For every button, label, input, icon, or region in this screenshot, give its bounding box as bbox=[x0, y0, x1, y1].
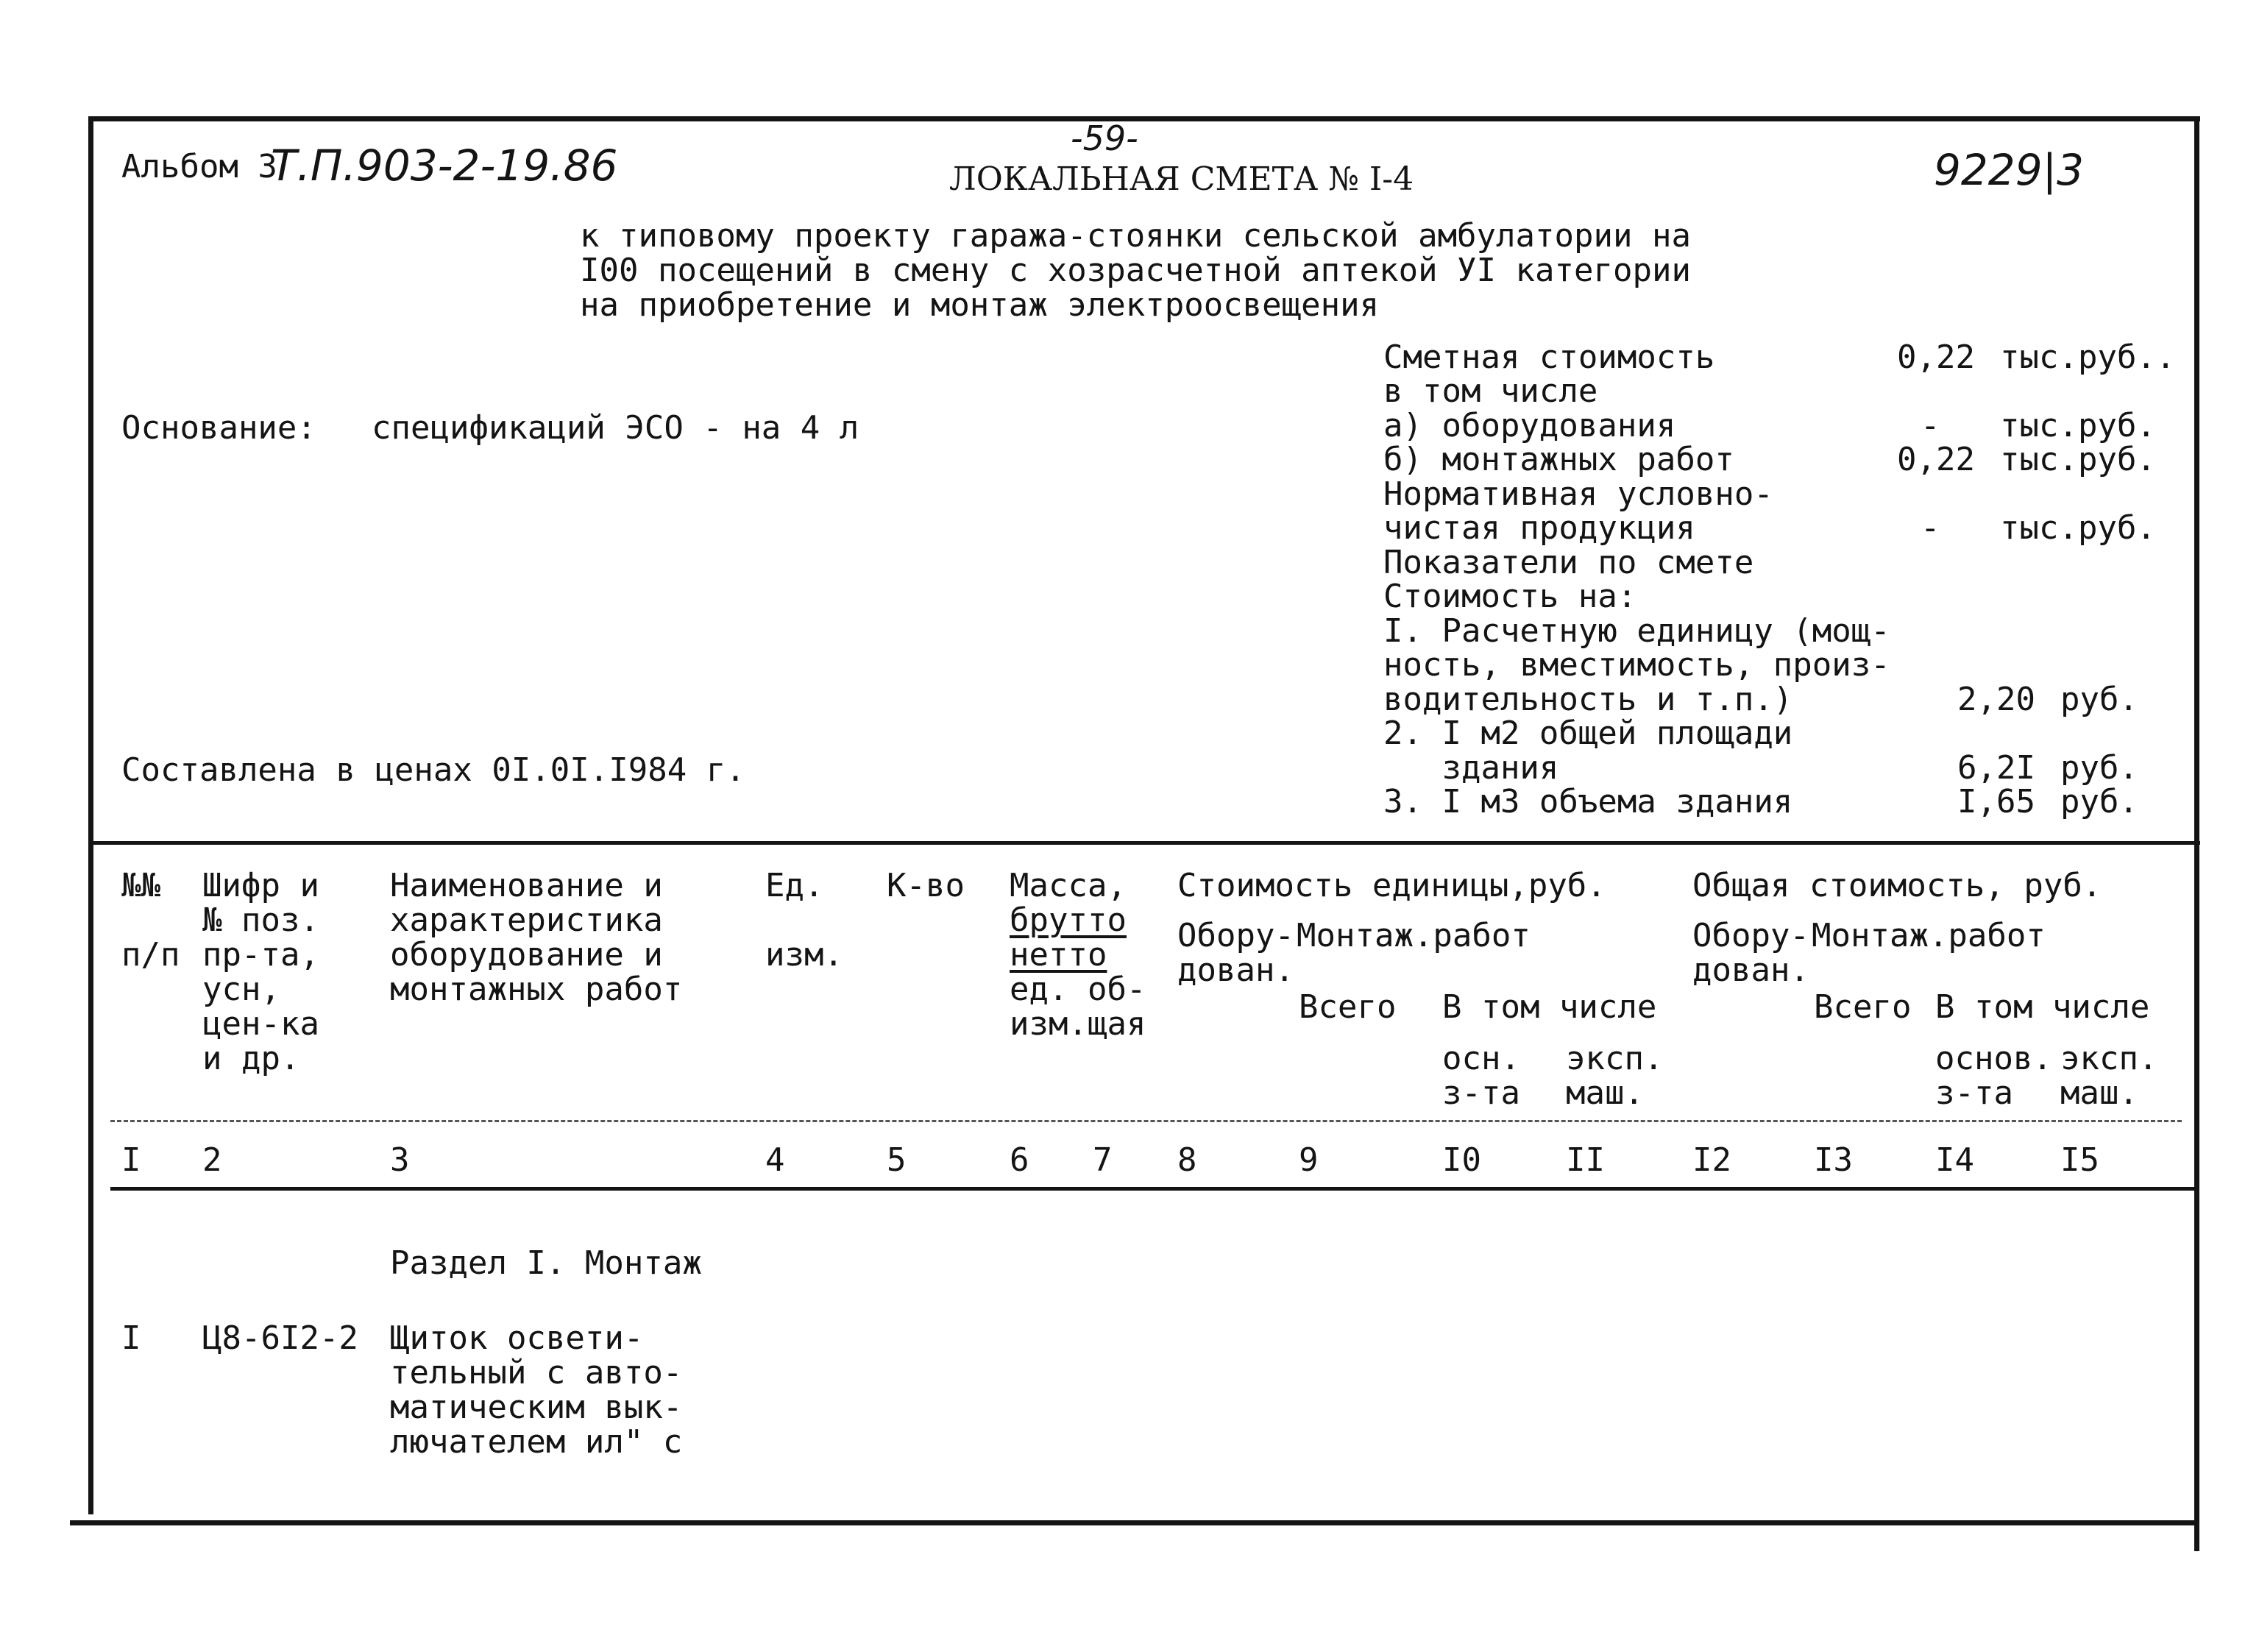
col6-header: нетто bbox=[1010, 936, 1107, 974]
col6-header: ед. об- bbox=[1010, 971, 1146, 1008]
col4-header: Ед. bbox=[765, 867, 824, 904]
summary-label: чистая продукция bbox=[1383, 509, 1695, 547]
basis-label: Основание: bbox=[121, 409, 316, 447]
summary-unit: тыс.руб.. bbox=[2000, 338, 2176, 376]
frame-top-border bbox=[88, 116, 2200, 121]
col6-header: Масса, bbox=[1010, 867, 1127, 904]
summary-label: водительность и т.п.) bbox=[1383, 681, 1793, 718]
row-number: I bbox=[121, 1319, 141, 1357]
document-number: 9229|3 bbox=[1934, 145, 2085, 195]
unit-incl-header: В том числе bbox=[1442, 988, 1657, 1026]
header-bottom-rule bbox=[110, 1120, 2182, 1122]
col2-header: пр-та, bbox=[202, 936, 319, 974]
summary-unit: руб. bbox=[2060, 749, 2138, 787]
column-number: I2 bbox=[1692, 1141, 1731, 1179]
prices-note: Составлена в ценах 0I.0I.I984 г. bbox=[121, 751, 745, 789]
unit-equip-header: дован. bbox=[1177, 951, 1294, 989]
col2-header: и др. bbox=[202, 1040, 300, 1077]
unit-osn-header: осн. bbox=[1442, 1040, 1520, 1077]
total-eksp-header: маш. bbox=[2060, 1074, 2138, 1112]
subtitle-line: I00 посещений в смену с хозрасчетной аптекой УI категории bbox=[580, 252, 1691, 289]
basis-value: спецификаций ЭСО - на 4 л bbox=[372, 409, 859, 447]
col2-header: Шифр и bbox=[202, 867, 319, 904]
total-equip-header: Обору- bbox=[1692, 917, 1809, 954]
column-number: 3 bbox=[390, 1141, 410, 1179]
column-number: I5 bbox=[2060, 1141, 2099, 1179]
total-mont-header: Монтаж.работ bbox=[1812, 917, 2046, 954]
summary-label: а) оборудования bbox=[1383, 407, 1676, 444]
col4-header: изм. bbox=[765, 936, 843, 974]
row-code: Ц8-6I2-2 bbox=[202, 1319, 358, 1357]
unit-eksp-header: эксп. bbox=[1566, 1040, 1664, 1077]
total-equip-header: дован. bbox=[1692, 951, 1809, 989]
row-name-line: Щиток освети- bbox=[390, 1319, 644, 1357]
col3-header: характеристика bbox=[390, 901, 663, 939]
summary-label: ность, вместимость, произ- bbox=[1383, 646, 1890, 684]
document-title: ЛОКАЛЬНАЯ СМЕТА № I-4 bbox=[949, 160, 1414, 198]
column-number: 5 bbox=[887, 1141, 907, 1179]
summary-unit: руб. bbox=[2060, 783, 2138, 820]
summary-value: 0,22 bbox=[1897, 338, 1975, 376]
summary-value: 6,2I bbox=[1957, 749, 2035, 787]
column-number: I0 bbox=[1442, 1141, 1481, 1179]
row-name-line: лючателем ил" с bbox=[390, 1423, 683, 1461]
summary-label: Сметная стоимость bbox=[1383, 338, 1715, 376]
subtitle-line: на приобретение и монтаж электроосвещения bbox=[580, 286, 1380, 324]
summary-label: Нормативная условно- bbox=[1383, 475, 1773, 513]
unit-total-header: Всего bbox=[1299, 988, 1397, 1026]
total-osn-header: з-та bbox=[1935, 1074, 2013, 1112]
unit-mont-header: Монтаж.работ bbox=[1297, 917, 1531, 954]
page-number: -59- bbox=[1071, 118, 1138, 158]
summary-label: в том числе bbox=[1383, 372, 1598, 410]
column-number: II bbox=[1566, 1141, 1605, 1179]
col3-header: оборудование и bbox=[390, 936, 663, 974]
total-incl-header: В том числе bbox=[1935, 988, 2150, 1026]
table-top-rule bbox=[92, 841, 2200, 845]
col6-header: изм.щая bbox=[1010, 1005, 1146, 1043]
column-number: I4 bbox=[1935, 1141, 1974, 1179]
summary-label: здания bbox=[1383, 749, 1559, 787]
column-number: 6 bbox=[1010, 1141, 1029, 1179]
section-title: Раздел I. Монтаж bbox=[390, 1244, 702, 1282]
column-number-rule bbox=[110, 1187, 2196, 1191]
unit-cost-header: Стоимость единицы,руб. bbox=[1177, 867, 1606, 904]
frame-bottom-border bbox=[70, 1520, 2199, 1525]
subtitle-line: к типовому проекту гаража-стоянки сельской амбулатории на bbox=[580, 217, 1691, 255]
frame-right-border bbox=[2194, 116, 2199, 1551]
column-number: 8 bbox=[1177, 1141, 1197, 1179]
summary-label: Стоимость на: bbox=[1383, 578, 1637, 615]
total-osn-header: основ. bbox=[1935, 1040, 2052, 1077]
summary-label: б) монтажных работ bbox=[1383, 441, 1734, 478]
column-number: 4 bbox=[765, 1141, 785, 1179]
summary-unit: тыс.руб. bbox=[2000, 407, 2156, 444]
col3-header: монтажных работ bbox=[390, 971, 683, 1008]
album-code: Т.П.903-2-19.86 bbox=[271, 141, 618, 191]
summary-unit: тыс.руб. bbox=[2000, 509, 2156, 547]
col3-header: Наименование и bbox=[390, 867, 663, 904]
summary-value: 2,20 bbox=[1957, 681, 2035, 718]
summary-label: I. Расчетную единицу (мощ- bbox=[1383, 612, 1890, 650]
unit-eksp-header: маш. bbox=[1566, 1074, 1644, 1112]
frame-left-border bbox=[88, 116, 93, 1514]
row-name-line: тельный с авто- bbox=[390, 1354, 683, 1392]
unit-osn-header: з-та bbox=[1442, 1074, 1520, 1112]
col6-header: брутто bbox=[1010, 901, 1127, 939]
summary-label: 2. I м2 общей площади bbox=[1383, 715, 1793, 752]
col1-header: №№ bbox=[121, 867, 160, 904]
col2-header: цен-ка bbox=[202, 1005, 319, 1043]
column-number: 9 bbox=[1299, 1141, 1319, 1179]
column-number: I bbox=[121, 1141, 141, 1179]
col5-header: К-во bbox=[887, 867, 965, 904]
total-eksp-header: эксп. bbox=[2060, 1040, 2158, 1077]
total-cost-header: Общая стоимость, руб. bbox=[1692, 867, 2102, 904]
column-number: I3 bbox=[1814, 1141, 1853, 1179]
summary-value: - bbox=[1921, 509, 1940, 547]
column-number: 2 bbox=[202, 1141, 222, 1179]
summary-unit: руб. bbox=[2060, 681, 2138, 718]
col2-header: № поз. bbox=[202, 901, 319, 939]
summary-unit: тыс.руб. bbox=[2000, 441, 2156, 478]
summary-label: 3. I м3 объема здания bbox=[1383, 783, 1793, 820]
column-number: 7 bbox=[1093, 1141, 1113, 1179]
album-prefix: Альбом 3 bbox=[121, 148, 277, 185]
col2-header: усн, bbox=[202, 971, 280, 1008]
total-total-header: Всего bbox=[1814, 988, 1912, 1026]
col1-header: п/п bbox=[121, 936, 180, 974]
row-name-line: матическим вык- bbox=[390, 1389, 683, 1426]
summary-value: - bbox=[1921, 407, 1940, 444]
unit-equip-header: Обору- bbox=[1177, 917, 1294, 954]
summary-value: I,65 bbox=[1957, 783, 2035, 820]
summary-label: Показатели по смете bbox=[1383, 544, 1754, 581]
summary-value: 0,22 bbox=[1897, 441, 1975, 478]
